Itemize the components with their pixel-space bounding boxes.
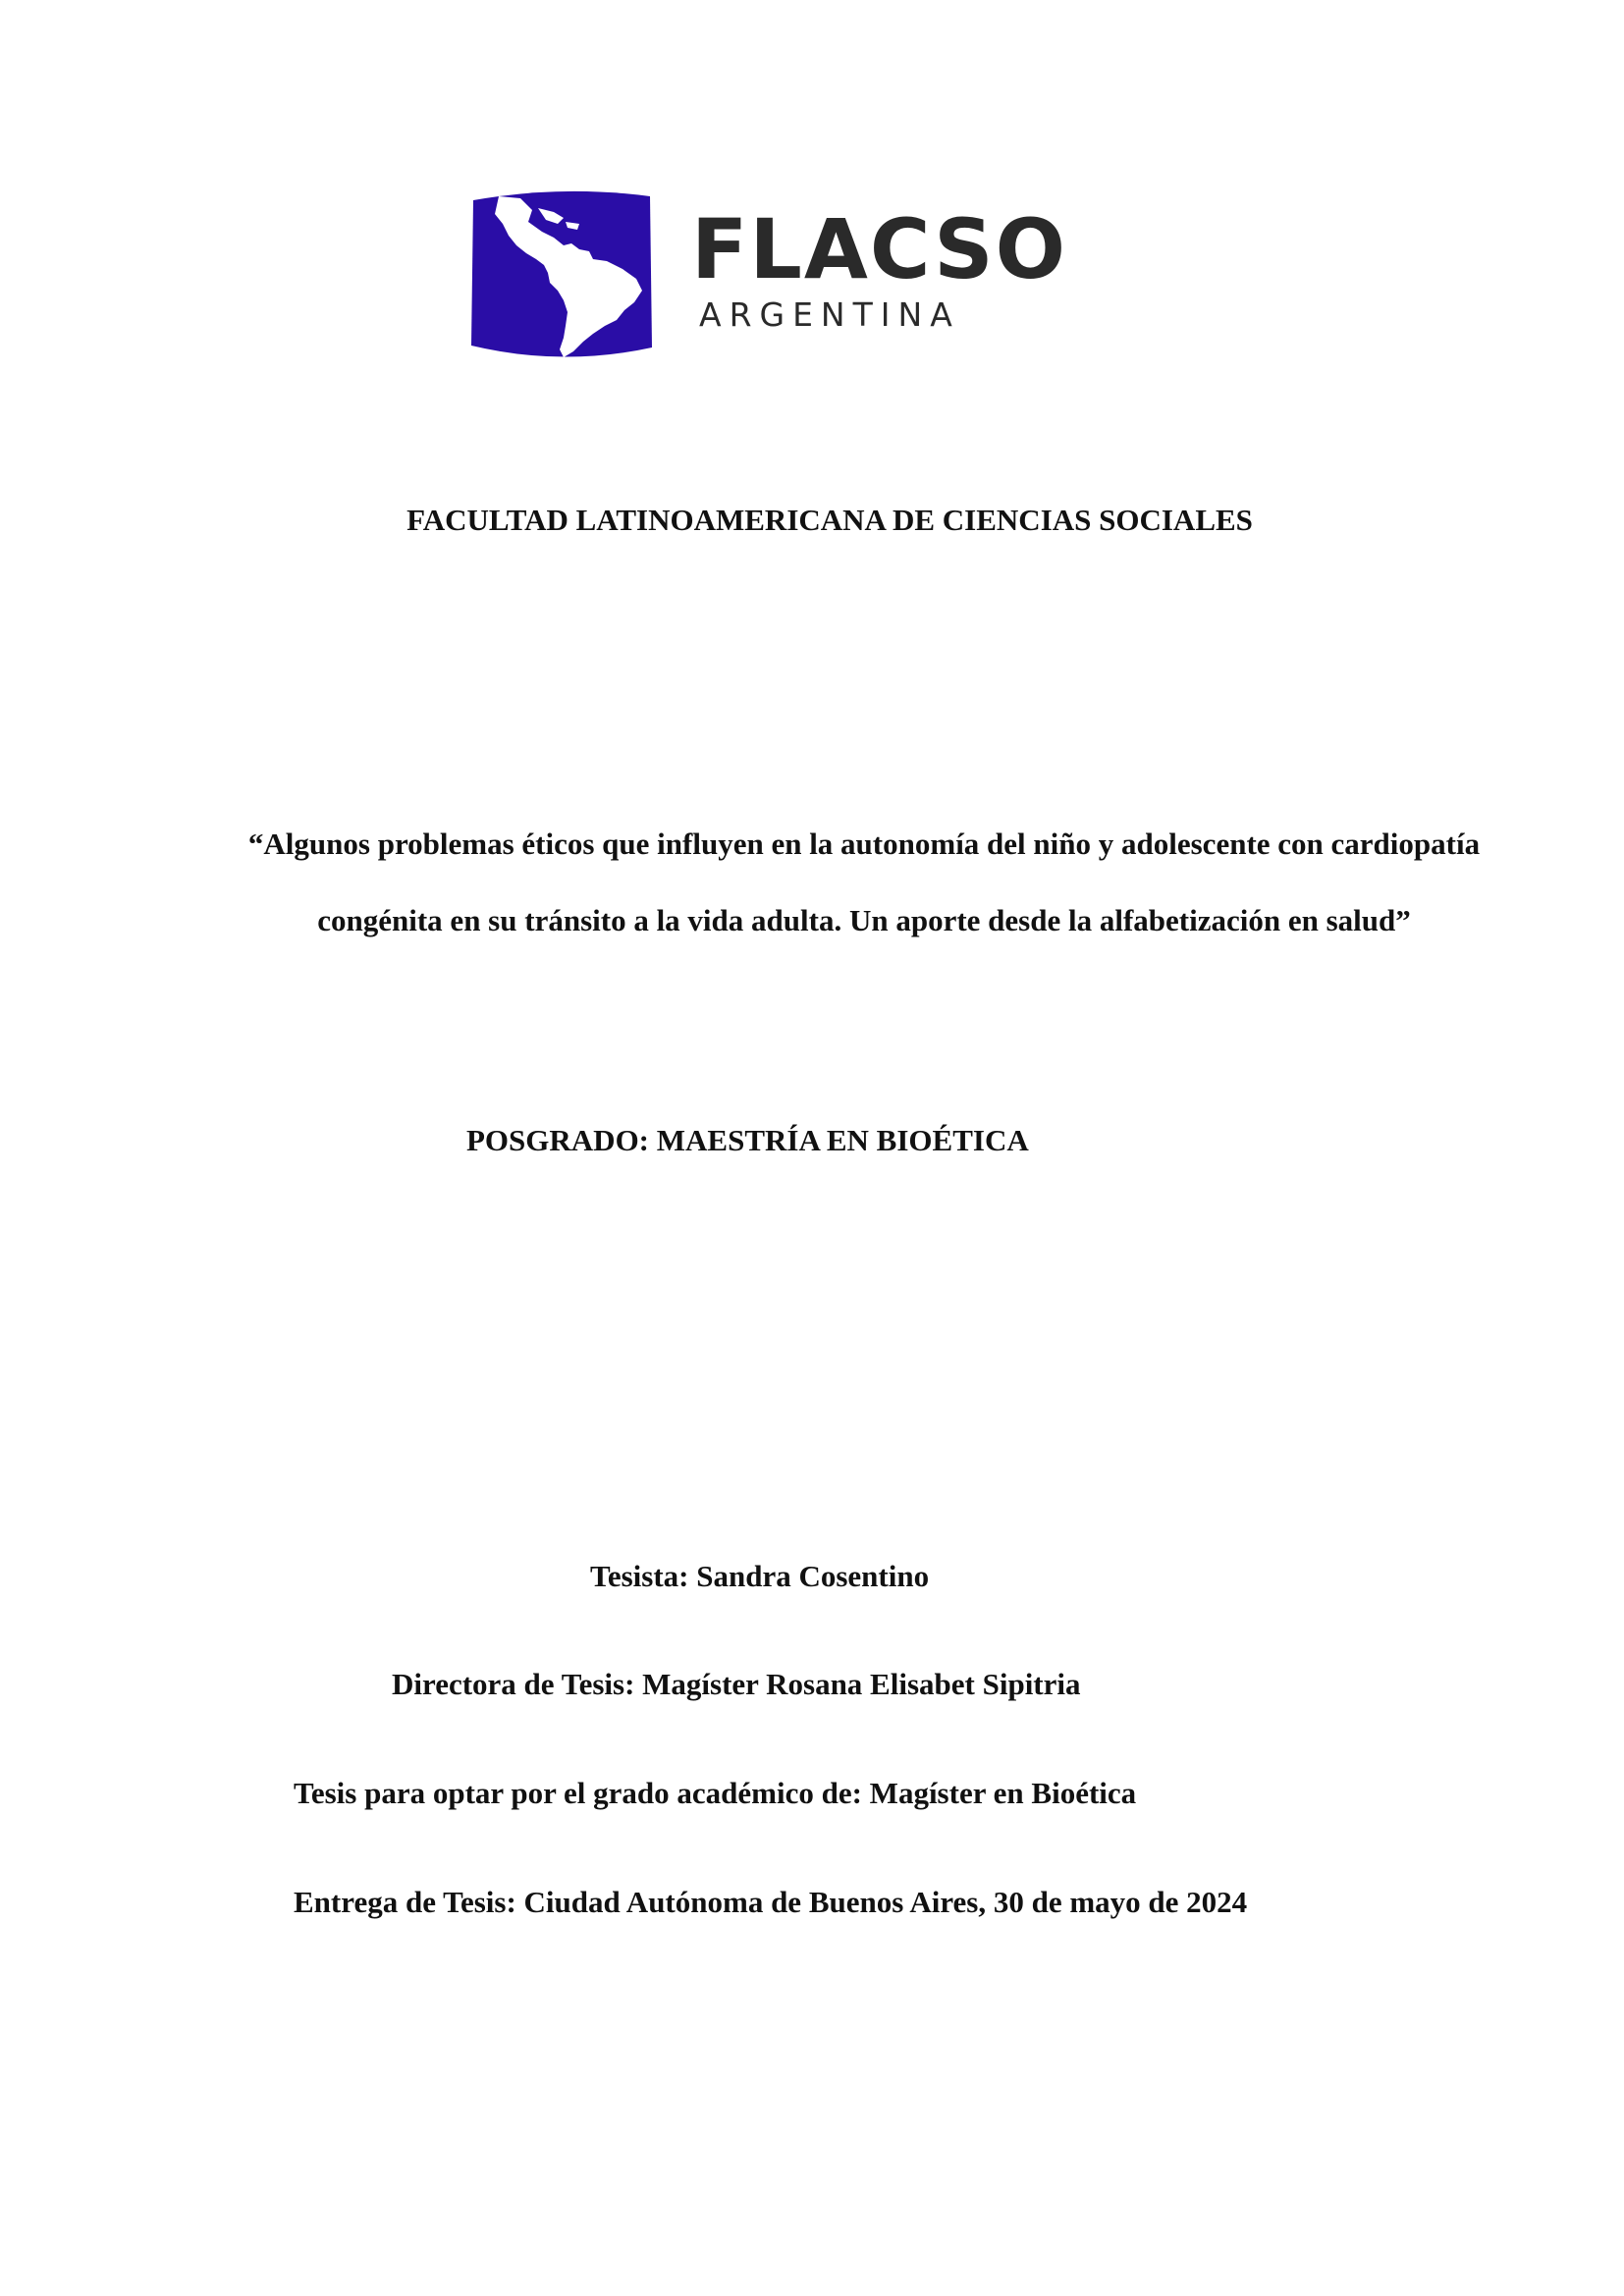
author-line: Tesista: Sandra Cosentino <box>590 1559 930 1593</box>
degree-line: Tesis para optar por el grado académico de: Magíster en Bioética <box>294 1776 1137 1810</box>
logo-subtitle: ARGENTINA <box>699 295 960 334</box>
program-heading: POSGRADO: MAESTRÍA EN BIOÉTICA <box>466 1123 1029 1157</box>
faculty-heading: FACULTAD LATINOAMERICANA DE CIENCIAS SOCIALES <box>406 503 1253 537</box>
latin-america-map-icon <box>469 188 654 359</box>
thesis-title-line-1: “Algunos problemas éticos que influyen en la autonomía del niño y adolescente con cardiopatía <box>247 827 1481 861</box>
delivery-line: Entrega de Tesis: Ciudad Autónoma de Buenos Aires, 30 de mayo de 2024 <box>294 1885 1248 1919</box>
logo-wordmark: FLACSO <box>691 201 1068 297</box>
flacso-logo <box>469 188 1078 365</box>
thesis-title-line-2: congénita en su tránsito a la vida adulta. Un aporte desde la alfabetización en salud” <box>317 903 1411 937</box>
director-line: Directora de Tesis: Magíster Rosana Elisabet Sipitria <box>392 1667 1081 1701</box>
